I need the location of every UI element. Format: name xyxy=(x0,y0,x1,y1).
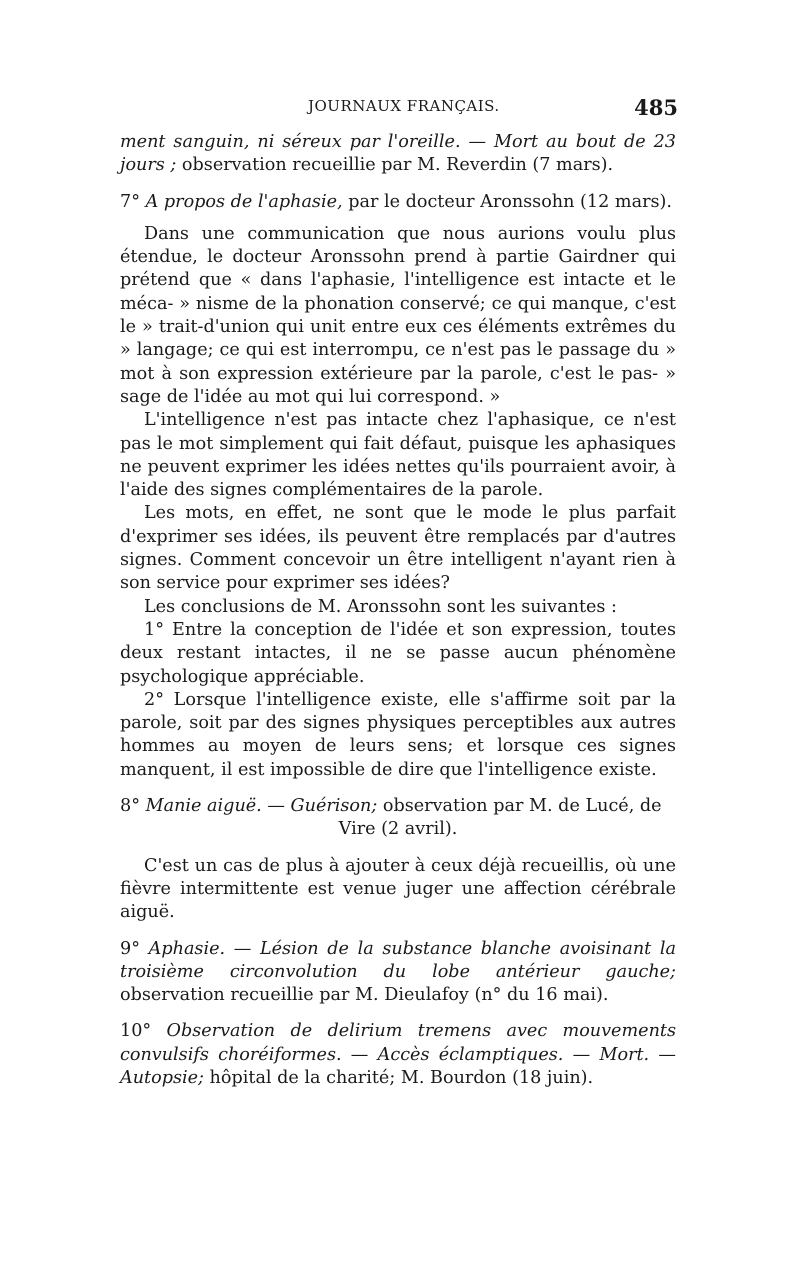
entry-text: observation recueillie par M. Reverdin (7 mars). xyxy=(176,155,614,176)
entry-number: 9° xyxy=(120,938,149,959)
entry-continuation xyxy=(120,131,676,178)
entry-title: A propos de l'aphasie, xyxy=(145,191,343,212)
entry-number: 8° xyxy=(120,796,146,817)
conclusion-item: 2° Lorsque l'intelligence existe, elle s'affirme soit par la parole, soit par des signes physiques perceptibles aux autres hommes au moyen de leurs sens; et lorsque ces signes manquent, il est impossible de dire que l'intelligence existe. xyxy=(120,689,676,780)
entry-title: Aphasie. — Lésion de la substance blanche avoisinant la troisième circonvolution du lobe antérieur gauche; xyxy=(120,938,676,982)
entry-text: par le docteur Aronssohn (12 mars). xyxy=(342,191,672,212)
entry-8 xyxy=(120,795,676,818)
entry-7 xyxy=(120,191,676,214)
entry-title: ment sanguin, ni séreux par l'oreille. — Mort au bout de 23 jours ; xyxy=(120,132,676,176)
entry-9 xyxy=(120,938,676,1008)
running-title: JOURNAUX FRANÇAIS. xyxy=(308,97,500,115)
paragraph: Les conclusions de M. Aronssohn sont les suivantes : xyxy=(144,596,617,617)
entry-text: observation par M. de Lucé, de xyxy=(377,796,662,817)
conclusion-item: 1° Entre la conception de l'idée et son expression, toutes deux restant intactes, il ne se passe aucun phénomène psychologique appréciable. xyxy=(120,619,676,687)
entry-title: Manie aiguë. — Guérison; xyxy=(145,796,378,817)
entry-title: Observation de delirium tremens avec mouvements convulsifs choréiformes. — Accès éclamptiques. — Mort. — Autopsie; xyxy=(120,1021,676,1088)
page-header xyxy=(118,97,680,125)
paragraph: Dans une communication que nous aurions voulu plus étendue, le docteur Aronssohn prend à partie Gairdner qui prétend que « dans l'aphasie, l'intelligence est intacte et le méca- » nisme de la phonation conservé; ce qui manque, c'est le » trait-d'union qui unit entre eux ces éléments extrêmes du » langage; ce qui est interrompu, ce n'est pas le passage du » mot à son expression extérieure par la parole, c'est le pas- » sage de l'idée au mot qui lui correspond. » xyxy=(120,223,676,407)
page-number: 485 xyxy=(634,95,678,120)
entry-number: 7° xyxy=(120,191,146,212)
entry-8-location: Vire (2 avril). xyxy=(338,819,458,840)
paragraph: Les mots, en effet, ne sont que le mode le plus parfait d'exprimer ses idées, ils peuvent être remplacés par d'autres signes. Comment concevoir un être intelligent n'ayant rien à son service pour exprimer ses idées? xyxy=(120,503,676,594)
paragraph: C'est un cas de plus à ajouter à ceux déjà recueillis, où une fièvre intermittente est venue juger une affection cérébrale aiguë. xyxy=(120,855,676,923)
paragraph: L'intelligence n'est pas intacte chez l'aphasique, ce n'est pas le mot simplement qui fait défaut, puisque les aphasiques ne peuvent exprimer les idées nettes qu'ils pourraient avoir, à l'aide des signes complémentaires de la parole. xyxy=(120,410,676,501)
page-body xyxy=(120,131,676,1090)
entry-text: hôpital de la charité; M. Bourdon (18 juin). xyxy=(203,1067,594,1088)
entry-10 xyxy=(120,1020,676,1090)
entry-text: observation recueillie par M. Dieulafoy (n° du 16 mai). xyxy=(120,985,609,1006)
entry-number: 10° xyxy=(120,1021,167,1042)
